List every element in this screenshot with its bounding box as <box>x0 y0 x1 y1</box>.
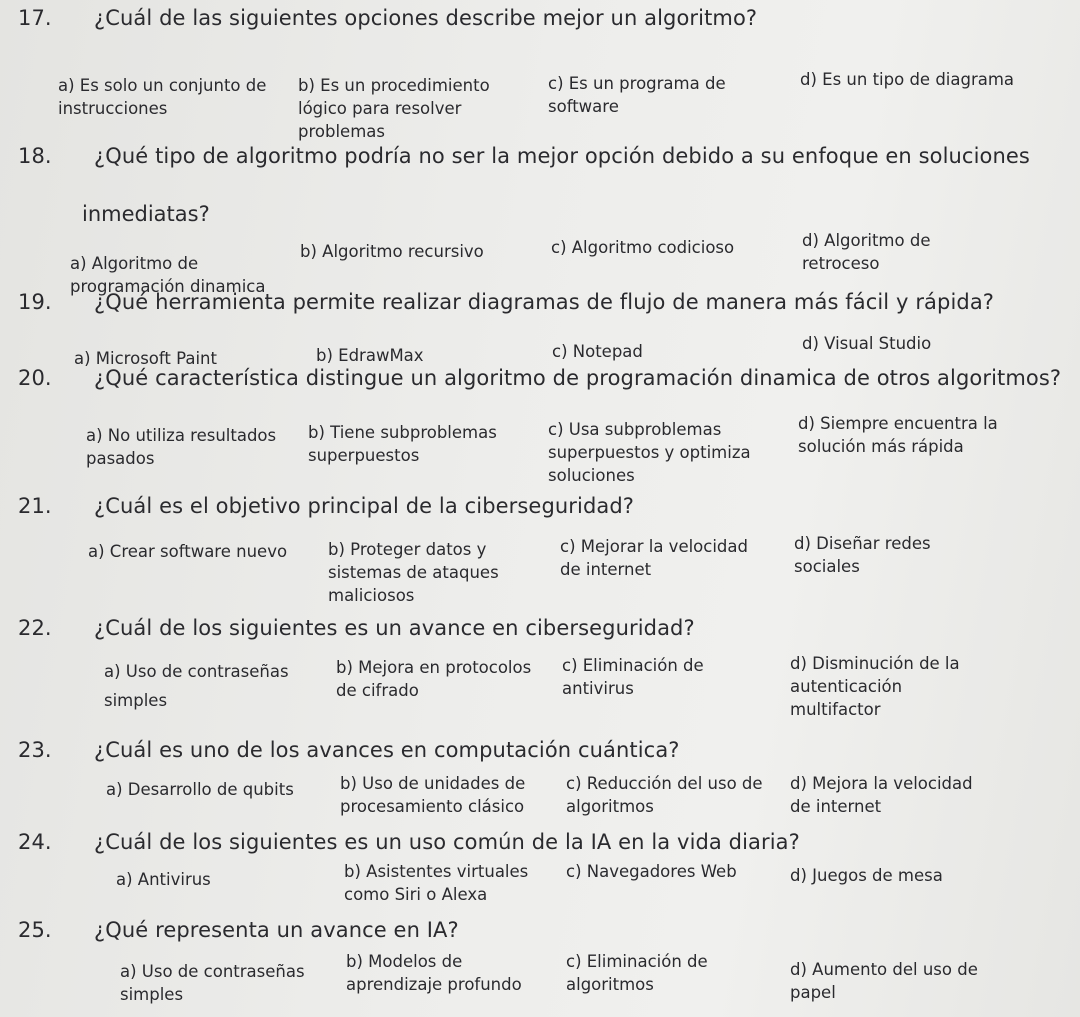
option-c[interactable]: c) Algoritmo codicioso <box>551 238 735 257</box>
question-17-title <box>18 6 757 30</box>
question-number: 22. <box>18 616 52 640</box>
question-number: 23. <box>18 738 52 762</box>
option-b[interactable]: b) Uso de unidades de procesamiento clásico <box>340 774 526 816</box>
option-d[interactable]: d) Aumento del uso de papel <box>790 960 978 1002</box>
option-c[interactable]: c) Reducción del uso de algoritmos <box>566 774 763 816</box>
option-c[interactable]: c) Eliminación de antivirus <box>562 656 704 698</box>
question-text: ¿Cuál de las siguientes opciones describe mejor un algoritmo? <box>94 6 758 30</box>
question-text: ¿Cuál de los siguientes es un uso común de la IA en la vida diaria? <box>94 830 800 854</box>
option-d[interactable]: d) Juegos de mesa <box>790 866 943 885</box>
option-a[interactable]: a) Uso de contraseñas simples <box>120 962 305 1004</box>
question-number: 19. <box>18 290 52 314</box>
option-d[interactable]: d) Siempre encuentra la solución más rápida <box>798 414 998 456</box>
option-a[interactable]: a) Crear software nuevo <box>88 542 288 561</box>
option-b[interactable]: b) Asistentes virtuales como Siri o Alexa <box>344 862 529 904</box>
question-text: ¿Qué característica distingue un algoritmo de programación dinamica de otros algoritmos? <box>94 366 1062 390</box>
question-number: 25. <box>18 918 52 942</box>
question-18-title <box>18 144 1030 168</box>
option-b[interactable]: b) EdrawMax <box>316 346 424 365</box>
option-a[interactable]: a) Uso de contraseñas simples <box>104 662 289 710</box>
option-d[interactable]: d) Mejora la velocidad de internet <box>790 774 973 816</box>
question-19-title <box>18 290 994 314</box>
question-text: ¿Qué representa un avance en IA? <box>94 918 459 942</box>
question-text-continued: inmediatas? <box>82 202 210 226</box>
option-c[interactable]: c) Usa subproblemas superpuestos y optimiza soluciones <box>548 420 751 485</box>
option-a[interactable]: a) Antivirus <box>116 870 211 889</box>
option-d[interactable]: d) Disminución de la autenticación multifactor <box>790 654 960 719</box>
option-b[interactable]: b) Tiene subproblemas superpuestos <box>308 423 497 465</box>
option-d[interactable]: d) Visual Studio <box>802 334 932 353</box>
option-c[interactable]: c) Mejorar la velocidad de internet <box>560 537 748 579</box>
question-text: ¿Qué herramienta permite realizar diagramas de flujo de manera más fácil y rápida? <box>94 290 995 314</box>
option-b[interactable]: b) Modelos de aprendizaje profundo <box>346 952 522 994</box>
option-a[interactable]: a) Microsoft Paint <box>74 349 217 368</box>
option-b[interactable]: b) Proteger datos y sistemas de ataques maliciosos <box>328 540 499 605</box>
question-number: 24. <box>18 830 52 854</box>
option-d[interactable]: d) Algoritmo de retroceso <box>802 231 931 273</box>
question-23-title <box>18 738 680 762</box>
option-a[interactable]: a) Es solo un conjunto de instrucciones <box>58 76 267 118</box>
option-a[interactable]: a) Desarrollo de qubits <box>106 780 294 799</box>
option-b[interactable]: b) Algoritmo recursivo <box>300 242 484 261</box>
question-number: 21. <box>18 494 52 518</box>
option-b[interactable]: b) Es un procedimiento lógico para resolver problemas <box>298 76 490 141</box>
option-a[interactable]: a) Algoritmo de programación dinamica <box>70 254 266 296</box>
option-c[interactable]: c) Es un programa de software <box>548 74 726 116</box>
question-number: 20. <box>18 366 52 390</box>
question-number: 18. <box>18 144 52 168</box>
option-c[interactable]: c) Navegadores Web <box>566 862 737 881</box>
option-a[interactable]: a) No utiliza resultados pasados <box>86 426 277 468</box>
question-text: ¿Cuál es el objetivo principal de la ciberseguridad? <box>94 494 635 518</box>
question-20-title <box>18 366 1061 390</box>
question-25-title <box>18 918 459 942</box>
option-d[interactable]: d) Diseñar redes sociales <box>794 534 931 576</box>
question-22-title <box>18 616 695 640</box>
option-b[interactable]: b) Mejora en protocolos de cifrado <box>336 658 532 700</box>
option-c[interactable]: c) Notepad <box>552 342 643 361</box>
question-number: 17. <box>18 6 52 30</box>
question-21-title <box>18 494 634 518</box>
question-text: ¿Cuál de los siguientes es un avance en ciberseguridad? <box>94 616 695 640</box>
question-text: ¿Cuál es uno de los avances en computación cuántica? <box>94 738 680 762</box>
option-c[interactable]: c) Eliminación de algoritmos <box>566 952 708 994</box>
option-d[interactable]: d) Es un tipo de diagrama <box>800 70 1015 89</box>
question-text: ¿Qué tipo de algoritmo podría no ser la mejor opción debido a su enfoque en soluciones <box>94 144 1030 168</box>
question-24-title <box>18 830 800 854</box>
